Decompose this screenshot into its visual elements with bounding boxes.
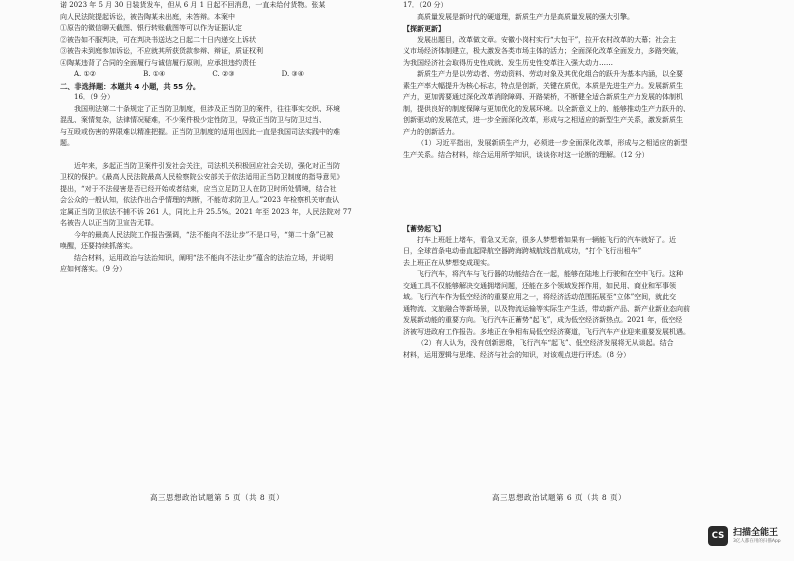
text-line: 素生产率大幅提升为核心标志，特点是创新，关键在质优，本质是先进生产力。发展新质生: [403, 81, 683, 90]
text-line: 今年的最高人民法院工作报告强调，“法不能向不法让步”不是口号，“第二十条”已被: [74, 230, 334, 239]
sub-question-1: （1）习近平指出，发展新质生产力，必须进一步全面深化改革，形成与之相适应的新型: [417, 139, 688, 147]
text-line: 与互殴或伤害的界限难以精准把握。正当防卫制度的适用也因此一直是我国司法实践中的难: [60, 127, 340, 136]
text-line: 名被告人以正当防卫宣告无罪。: [60, 219, 158, 227]
text-line: 我国刑法第二十条规定了正当防卫制度，但涉及正当防卫的案件，往往事实交织、环境: [74, 104, 340, 113]
sub-question-1: 生产关系。结合材料，综合运用所学知识，谈谈你对这一论断的理解。（12 分）: [403, 150, 649, 159]
text-line: 诺 2023 年 5 月 30 日装货发车，但从 6 月 1 日起不回消息，一直未给付货物。张某: [60, 1, 326, 9]
question-17-heading: 17．（20 分）: [403, 1, 448, 9]
material-tag: 【探新更新】: [403, 24, 445, 33]
watermark-tagline: 3亿人都在用的扫描App: [733, 538, 781, 544]
scanner-watermark: [708, 526, 781, 546]
text-line: 会公众的一般认知，依法作出合乎情理的判断，不能苛求防卫人。”2023 年检察机关审查认: [60, 196, 340, 204]
text-line: 去上班正在从梦想变成现实。: [403, 258, 494, 267]
text-line: 提出，“对于不法侵害是否已经开始或者结束，应当立足防卫人在防卫时所处情境，结合社: [60, 184, 337, 193]
text-line: 域。飞行汽车作为低空经济的重要应用之一，将经济活动范围拓展至“立体”空间，就此交: [403, 293, 677, 301]
text-line: 为我国经济社会取得历史性成就、发生历史性变革注入强大动力……: [403, 58, 613, 67]
option-3: ③被告未到庭参加诉讼，不应就其所获货款参辩、辩证，质证权利: [60, 47, 263, 55]
watermark-name: 扫描全能王: [733, 527, 779, 538]
question-16-task: 应如何落实。（9 分）: [60, 265, 127, 273]
text-line: 日，全球首条电动垂直起降航空器跨海跨城航线首航成功，“打个飞行出租车”: [403, 247, 642, 255]
sub-question-2: （2）有人认为，没有创新思维，飞行汽车“起飞”、低空经济发展将无从谈起。结合: [417, 339, 674, 347]
right-page: [403, 0, 743, 361]
option-4: ④陶某违背了合同的全面履行与诚信履行原则，应承担违约责任: [60, 58, 256, 67]
text-line: 发展出题目，改革做文章。安徽小岗村实行“大包干”，拉开农村改革的大幕；社会主: [417, 35, 677, 44]
text-line: 唤醒，还要持续抓落实。: [60, 242, 137, 250]
sub-question-2: 材料，运用逻辑与思维、经济与社会的知识，对该观点进行评述。（8 分）: [403, 350, 631, 359]
choice-c: C. ②③: [212, 70, 235, 78]
section-title: 二、非选择题：本题共 4 小题，共 55 分。: [60, 81, 201, 91]
text-line: 发展新动能的重要方向。飞行汽车正蓄势“起飞”，成为低空经济新热点。2021 年，低空经: [403, 316, 683, 324]
option-2: ②被告如不服判决，可在判决书送达之日起二十日内递交上诉状: [60, 35, 256, 44]
text-line: 高质量发展是新时代的硬道理，新质生产力是高质量发展的强大引擎。: [417, 12, 634, 21]
text-line: 制，提供良好的制度保障与更加优化的发展环境。以全新意义上的、能够推动生产力跃升的、: [403, 104, 690, 113]
question-16-task: 结合材料，运用政治与法治知识，阐明“法不能向不法让步”蕴含的法治立场，并说明: [74, 253, 334, 262]
material-tag: 【蓄势起飞】: [403, 224, 445, 233]
text-line: 新质生产力是以劳动者、劳动资料、劳动对象及其优化组合的跃升为基本内涵，以全要: [417, 70, 683, 78]
text-line: 济被写进政府工作报告。多地正在争相布局低空经济赛道，飞行汽车产业迎来重要发展机遇。: [403, 327, 690, 336]
text-line: 向人民法院提起诉讼，被告陶某未出庭，未答辩。本案中: [60, 12, 235, 21]
text-line: 产力，更加需要通过深化改革消除障碍、开路架桥，不断健全适合新质生产力发展的体制机: [403, 93, 683, 101]
page-footer-right: 高三思想政治试题第 6 页（共 8 页）: [492, 493, 627, 502]
text-line: 定属正当防卫依法不捕不诉 261 人，同比上升 25.5%。2021 年至 2023 年，人民法院对 77: [60, 207, 352, 216]
text-line: 题。: [60, 139, 74, 147]
option-1: ①原告的微信聊天截图、银行转账截图等可以作为证据认定: [60, 24, 242, 32]
text-line: 产力的创新活力。: [403, 127, 459, 136]
text-line: 义市场经济体制建立，极大激发各类市场主体的活力；全面深化改革全面发力，多路突破，: [403, 47, 683, 55]
text-line: 交通工具不仅能够解决交通拥堵问题，还能在多个领域发挥作用，如民用、商业和军事领: [403, 281, 676, 290]
question-16-heading: 16．（9 分）: [74, 93, 115, 101]
answer-choices: [74, 69, 304, 81]
text-line: 飞行汽车，将汽车与飞行器的功能结合在一起，能够在陆地上行驶和在空中飞行。这种: [417, 270, 683, 278]
text-line: 混乱、案情复杂，法律情况疑难，不少案件极少定性防卫，导致正当防卫与防卫过当、: [60, 116, 326, 124]
page-footer-left: 高三思想政治试题第 5 页（共 8 页）: [150, 493, 285, 502]
text-line: 创新驱动的发展范式，进一步全面深化改革，形成与之相适应的新型生产关系，激发新质生: [403, 116, 683, 124]
text-line: 通物流、文旅融合等新场景，以及物流运输等实际生产生活，带动新产品、新产业新业态向前: [403, 304, 690, 313]
choice-d: D. ③④: [281, 70, 304, 78]
choice-b: B. ①④: [143, 70, 166, 78]
text-line: 打车上班赶上堵车，看急又无奈，很多人梦想着如果有一辆能飞行的汽车就好了。近: [417, 235, 676, 244]
left-page: [60, 0, 400, 276]
choice-a: A. ①②: [74, 70, 97, 78]
camscanner-logo-icon: CS: [708, 526, 728, 546]
text-line: 近年来，多起正当防卫案件引发社会关注，司法机关积极回应社会关切，强化对正当防: [74, 161, 340, 170]
text-line: 卫权的保护。《最高人民法院最高人民检察院公安部关于依法适用正当防卫制度的指导意见》: [60, 173, 344, 181]
